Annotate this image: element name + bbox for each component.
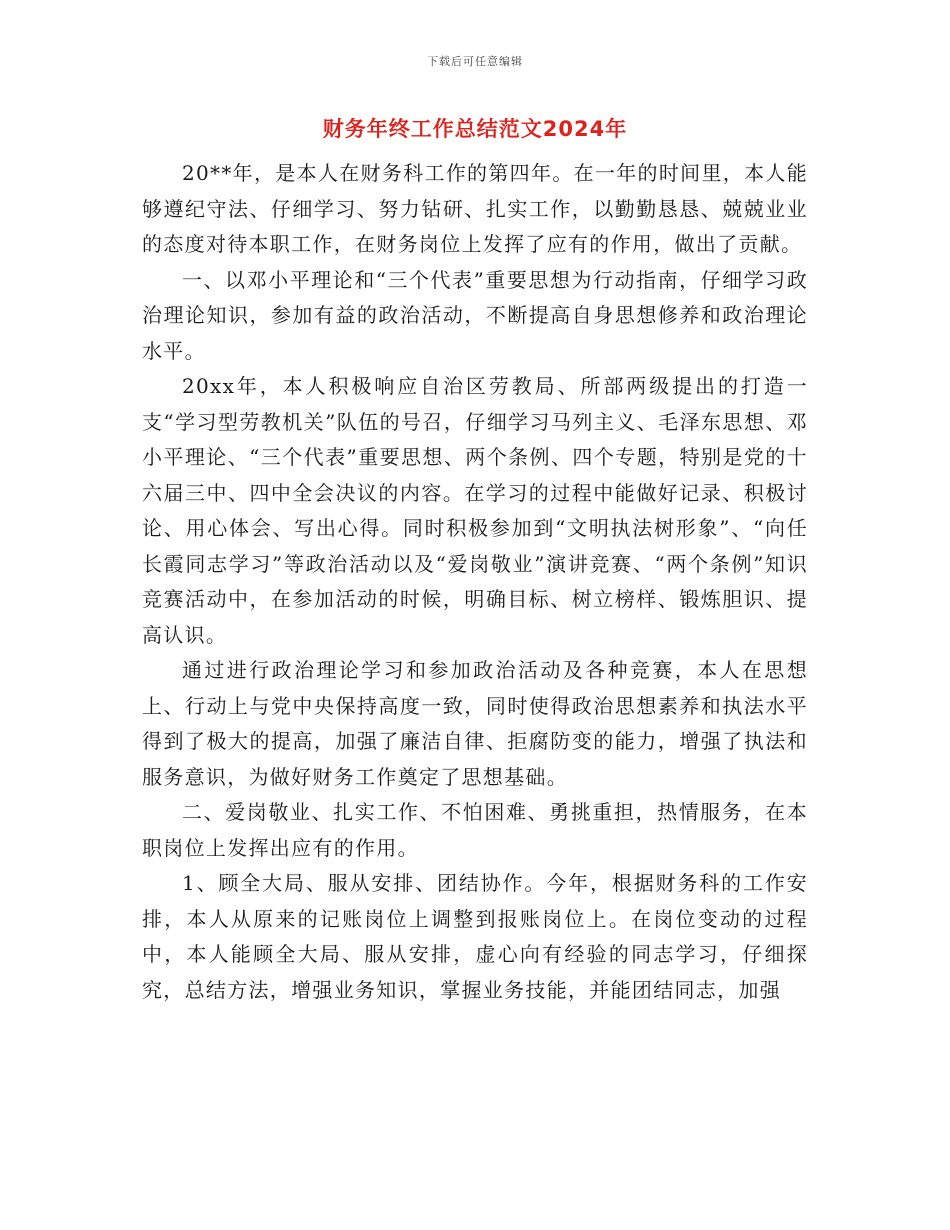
document-body bbox=[142, 156, 808, 1008]
paragraph: 通过进行政治理论学习和参加政治活动及各种竞赛，本人在思想上、行动上与党中央保持高度一致，同时使得政治思想素养和执法水平得到了极大的提高，加强了廉洁自律、拒腐防变的能力，增强了执法和服务意识，为做好财务工作奠定了思想基础。 bbox=[142, 658, 808, 789]
document-title: 财务年终工作总结范文2024年 bbox=[322, 117, 628, 141]
paragraph: 20xx年，本人积极响应自治区劳教局、所部两级提出的打造一支“学习型劳教机关”队伍的号召，仔细学习马列主义、毛泽东思想、邓小平理论、“三个代表”重要思想、两个条例、四个专题，特别是党的十六届三中、四中全会决议的内容。在学习的过程中能做好记录、积极讨论、用心体会、写出心得。同时积极参加到“文明执法树形象”、“向任长霞同志学习”等政治活动以及“爱岗敬业”演讲竞赛、“两个条例”知识竞赛活动中，在参加活动的时候，明确目标、树立榜样、锻炼胆识、提高认识。 bbox=[142, 374, 808, 647]
paragraph: 二、爱岗敬业、扎实工作、不怕困难、勇挑重担，热情服务，在本职岗位上发挥出应有的作用。 bbox=[142, 800, 808, 860]
header-note: 下载后可任意编辑 bbox=[427, 55, 523, 68]
paragraph: 20**年，是本人在财务科工作的第四年。在一年的时间里，本人能够遵纪守法、仔细学习、努力钻研、扎实工作，以勤勤恳恳、兢兢业业的态度对待本职工作，在财务岗位上发挥了应有的作用，做出了贡献。 bbox=[142, 161, 808, 256]
paragraph: 1、顾全大局、服从安排、团结协作。今年，根据财务科的工作安排，本人从原来的记账岗位上调整到报账岗位上。在岗位变动的过程中，本人能顾全大局、服从安排，虚心向有经验的同志学习，仔细探究，总结方法，增强业务知识，掌握业务技能，并能团结同志，加强 bbox=[142, 871, 808, 1002]
paragraph: 一、以邓小平理论和“三个代表”重要思想为行动指南，仔细学习政治理论知识，参加有益的政治活动，不断提高自身思想修养和政治理论水平。 bbox=[142, 267, 808, 363]
